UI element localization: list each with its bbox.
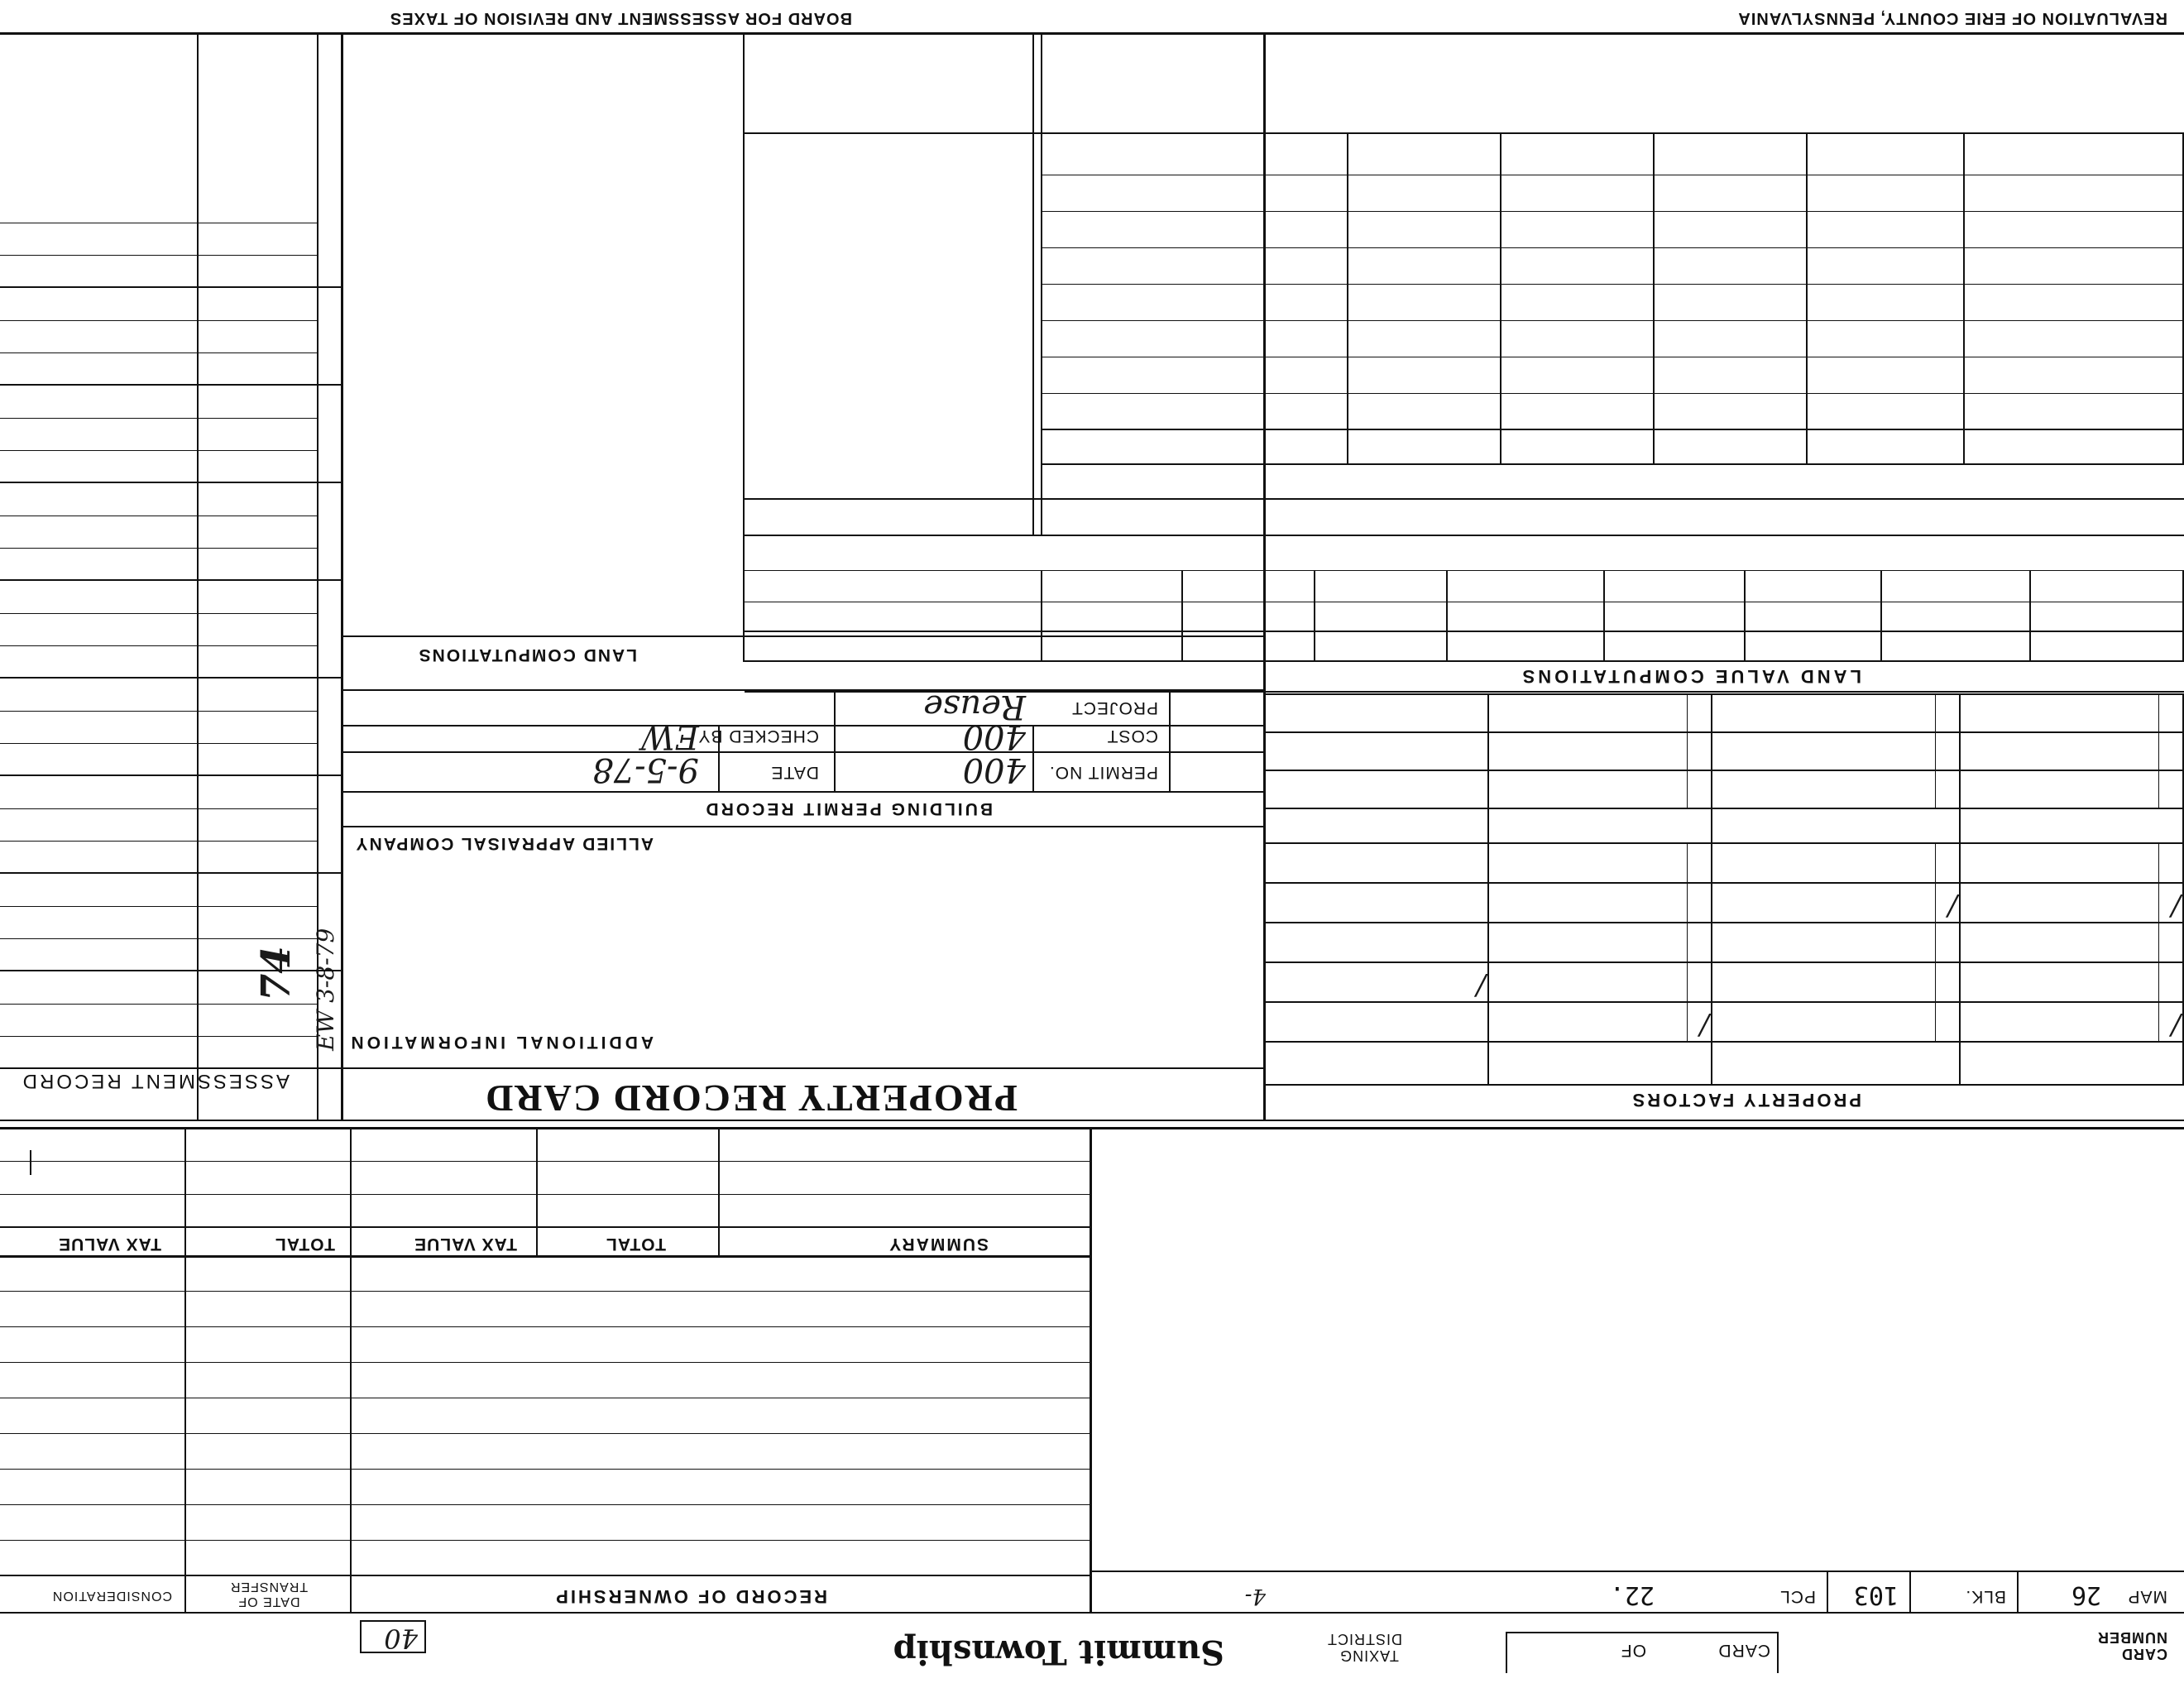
pf-header-0 — [1961, 1046, 2184, 1082]
lv-row-rule — [745, 570, 2184, 571]
class-header-3 — [1502, 435, 1655, 462]
class-col-divider — [1500, 134, 1502, 465]
assessment-row-divider — [0, 808, 318, 809]
ownership-row-rule — [0, 1540, 1092, 1541]
soil-header-0 — [1961, 811, 2184, 841]
summary-tax-value-header-2: TAX VALUE — [58, 1235, 161, 1254]
lv-header-7 — [1042, 632, 1183, 659]
ownership-row-rule — [0, 1504, 1092, 1505]
class-row-rule — [1042, 247, 2184, 248]
soil-header-2 — [1489, 811, 1712, 841]
pf-check-divider — [2158, 844, 2159, 1043]
assessment-block-divider — [0, 384, 343, 386]
permit-cost-label: COST — [1106, 727, 1158, 746]
map-value: 26 — [2071, 1580, 2101, 1609]
summary-row-rule — [0, 1194, 1092, 1195]
class-col-divider — [1653, 134, 1655, 465]
lv-header-1 — [1882, 632, 2031, 659]
soil-row-rule — [1266, 731, 2184, 733]
permit-no-label: PERMIT NO. — [1048, 763, 1158, 782]
lv-right-divider — [1041, 33, 1042, 536]
permit-checked-by-label: CHECKED BY — [697, 727, 819, 746]
assessment-row-divider — [0, 548, 318, 549]
assessment-block-divider — [0, 774, 343, 776]
card-label: CARD — [1717, 1641, 1770, 1660]
land-value-title: LAND VALUE COMPUTATIONS — [1519, 666, 1861, 687]
allied-appraisal-company: ALLIED APPRAISAL COMPANY — [354, 834, 654, 853]
lv-corner-rule — [745, 498, 2184, 500]
soil-row-rule — [1266, 770, 2184, 771]
permit-date-label: DATE — [770, 763, 819, 782]
assessment-row-divider — [0, 1036, 318, 1037]
summary-row-rule — [0, 1128, 1092, 1129]
ownership-row-rule — [0, 1433, 1092, 1434]
lv-header-2 — [1746, 632, 1882, 659]
blk-label: BLK. — [1965, 1587, 2006, 1606]
assessment-block-divider — [0, 482, 343, 483]
ownership-row-rule — [0, 1362, 1092, 1363]
pf-check-mark: / — [2171, 890, 2181, 923]
permit-project-value: Reuse — [923, 688, 1026, 726]
summary-tax-value-header: TAX VALUE — [414, 1235, 517, 1254]
assessment-row-divider — [0, 320, 318, 321]
ownership-title: RECORD OF OWNERSHIP — [553, 1586, 827, 1607]
soil-check-divider — [2158, 695, 2159, 809]
soil-check-divider — [1935, 695, 1936, 809]
pf-header-rule — [1266, 1041, 2184, 1043]
parcel-extra-mark: 4- — [1244, 1584, 1266, 1609]
header-left-title: REVALUATION OF ERIE COUNTY, PENNSYLVANIA — [1737, 9, 2167, 27]
class-header-rule — [1042, 463, 2184, 465]
assessment-row-divider — [0, 841, 318, 842]
soil-header-1 — [1712, 811, 1961, 841]
pf-row-rule — [1266, 961, 2184, 963]
lv-header-5 — [1315, 632, 1448, 659]
ownership-row-rule — [0, 1291, 1092, 1292]
assessment-block-divider — [0, 677, 343, 679]
summary-title: SUMMARY — [888, 1235, 989, 1254]
ownership-row-rule — [0, 1255, 1092, 1256]
class-col-divider — [1806, 134, 1808, 465]
pf-header-3 — [1266, 1046, 1489, 1082]
pf-check-mark: / — [1699, 1009, 1709, 1042]
property-factors-title: PROPERTY FACTORS — [1630, 1090, 1861, 1110]
lv-header-0 — [2031, 632, 2184, 659]
class-rule — [1042, 429, 2184, 430]
assessment-row-divider — [0, 711, 318, 712]
class-col-divider — [1963, 134, 1965, 465]
assessment-block-divider — [0, 872, 343, 874]
assessment-row-divider — [0, 352, 318, 353]
assessment-row-divider — [0, 906, 318, 907]
pf-check-divider — [1687, 844, 1688, 1043]
class-header-1 — [1808, 435, 1965, 462]
lv-header-6 — [1183, 632, 1315, 659]
soil-header-rule — [1266, 808, 2184, 809]
assessment-row-divider — [0, 743, 318, 744]
assessment-row-divider — [0, 1004, 318, 1005]
pf-row-rule — [1266, 882, 2184, 884]
consideration-header: CONSIDERATION — [51, 1589, 172, 1603]
building-permit-title: BUILDING PERMIT RECORD — [703, 799, 993, 818]
class-header-2 — [1655, 435, 1808, 462]
header-right-title: BOARD FOR ASSESSMENT AND REVISION OF TAXES — [389, 9, 852, 27]
card-number-label: CARD NUMBER — [2097, 1629, 2167, 1662]
assessment-row-divider — [0, 450, 318, 451]
assessment-row-divider — [0, 418, 318, 419]
taxing-district-label: TAXING DISTRICT — [1327, 1631, 1402, 1664]
total-land-rule — [745, 132, 2184, 134]
pf-check-mark: / — [1947, 890, 1957, 923]
class-row-rule — [1042, 284, 2184, 285]
summary-total-header-2: TOTAL — [274, 1235, 335, 1254]
assessment-row-divider — [0, 645, 318, 646]
pcl-value: 22. — [1609, 1580, 1655, 1609]
land-computations-title: LAND COMPUTATIONS — [417, 645, 637, 664]
class-header-0 — [1965, 435, 2184, 462]
soil-row-rule — [1266, 693, 2184, 695]
district-code: 40 — [384, 1623, 418, 1654]
taxing-district-value: Summit Township — [893, 1633, 1224, 1671]
soil-header-3 — [1266, 811, 1489, 841]
lv-header-4 — [1448, 632, 1605, 659]
assessment-block-divider — [0, 579, 343, 581]
of-label: OF — [1620, 1641, 1646, 1660]
pf-check-divider — [1935, 844, 1936, 1043]
permit-date-value: 9-5-78 — [592, 750, 699, 789]
pf-check-mark: / — [2171, 1009, 2181, 1042]
lv-header-rule — [745, 631, 2184, 632]
assessment-row-divider — [0, 938, 318, 939]
summary-total-header: TOTAL — [605, 1235, 666, 1254]
class-row-rule — [1042, 211, 2184, 212]
date-of-transfer-header: DATE OF TRANSFER — [229, 1580, 309, 1609]
permit-checked-by-value: EW — [640, 717, 699, 755]
assessment-row-divider — [0, 255, 318, 256]
pcl-label: PCL — [1779, 1587, 1816, 1606]
map-label: MAP — [2127, 1587, 2167, 1606]
pf-row-rule — [1266, 1001, 2184, 1003]
assessment-block-divider — [0, 1067, 343, 1069]
assessment-side-note: EW 3-8-79 — [312, 928, 339, 1051]
assessment-side-mark: 74 — [253, 946, 299, 1001]
pf-header-1 — [1712, 1046, 1961, 1082]
permit-no-value: 400 — [962, 750, 1026, 789]
class-header-4 — [1348, 435, 1502, 462]
lv-header-8 — [745, 632, 1042, 659]
ownership-row-rule — [0, 1469, 1092, 1470]
assessment-block-divider — [0, 286, 343, 288]
summary-row-rule — [0, 1161, 1092, 1162]
soil-top-rule — [1266, 842, 2184, 844]
class-row-rule — [1042, 320, 2184, 321]
permit-project-label: PROJECT — [1070, 698, 1158, 717]
ownership-row-rule — [0, 1326, 1092, 1327]
class-row-rule — [1042, 393, 2184, 394]
assessment-block-divider — [0, 970, 343, 971]
assessment-title: ASSESSMENT RECORD — [20, 1070, 290, 1092]
permit-cost-value: 400 — [962, 717, 1026, 755]
class-col-divider — [1347, 134, 1348, 465]
soil-check-divider — [1687, 695, 1688, 809]
lv-right-divider-2 — [1032, 33, 1034, 536]
pf-check-mark: / — [1476, 969, 1486, 1002]
lv-header-3 — [1605, 632, 1746, 659]
lv-depr-rule — [745, 535, 2184, 536]
assessment-row-divider — [0, 613, 318, 614]
pf-row-rule — [1266, 922, 2184, 923]
additional-info-title: ADDITIONAL INFORMATION — [347, 1033, 654, 1052]
property-card-title: PROPERTY RECORD CARD — [484, 1077, 1018, 1120]
blk-value: 103 — [1853, 1580, 1899, 1609]
pf-header-2 — [1489, 1046, 1712, 1082]
